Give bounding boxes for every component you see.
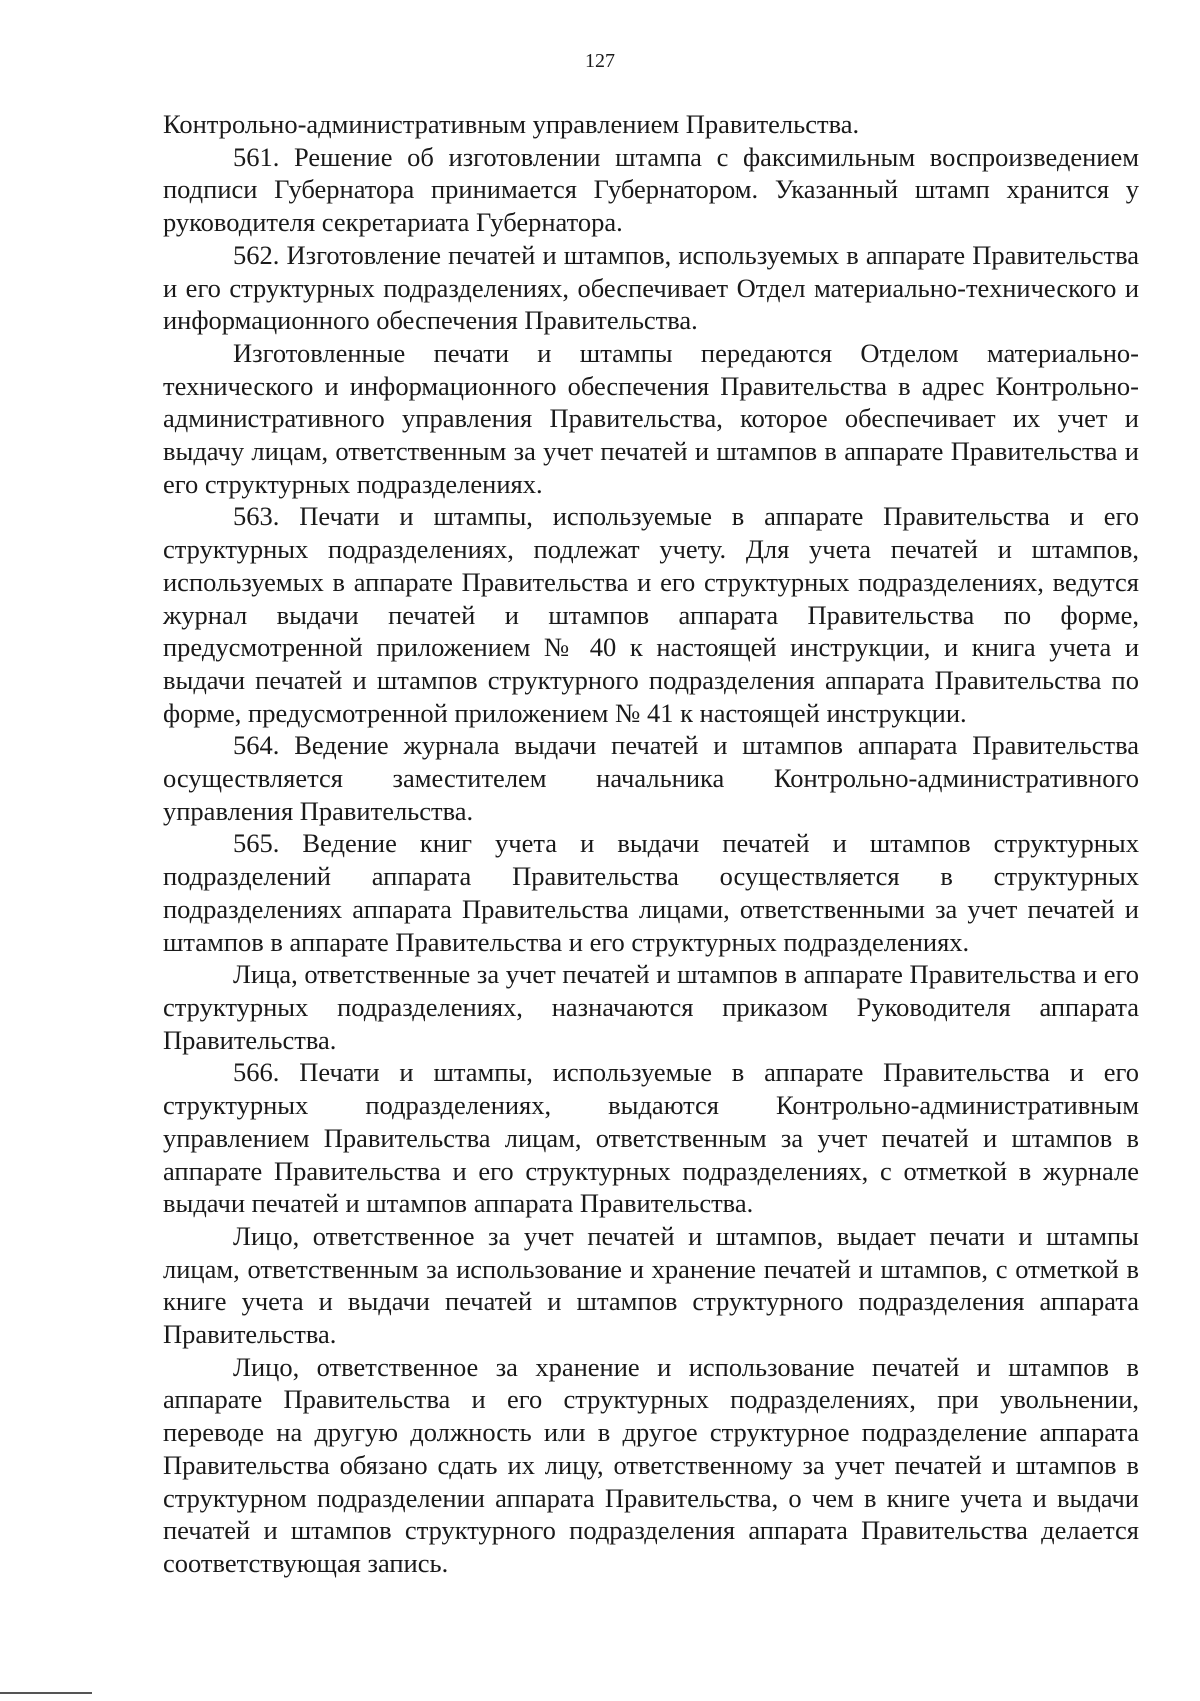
paragraph-566-return: Лицо, ответственное за хранение и использование печатей и штампов в аппарате Правительства и его структурных подразделениях, при увольнении, переводе на другую должность или в другое структурное подразделение аппарата Правительства обязано сдать их лицу, ответственному за учет печатей и штампов в структурном подразделении аппарата Правительства, о чем в книге учета и выдачи печатей и штампов структурного подразделения аппарата Правительства делается соответствующая запись. xyxy=(163,1351,1139,1578)
paragraph-564: 564. Ведение журнала выдачи печатей и штампов аппарата Правительства осуществляется заместителем начальника Контрольно-административного управления Правительства. xyxy=(163,730,1139,826)
footer-rule xyxy=(0,1692,92,1694)
page-number: 127 xyxy=(585,50,615,72)
paragraph-563: 563. Печати и штампы, используемые в аппарате Правительства и его структурных подразделениях, подлежат учету. Для учета печатей и штампов, используемых в аппарате Правительства и его структурных подразделениях, ведутся журнал выдачи печатей и штампов аппарата Правительства по форме, предусмотренной приложением № 40 к настоящей инструкции, и книга учета и выдачи печатей и штампов структурного подразделения аппарата Правительства по форме, предусмотренной приложением № 41 к настоящей инструкции. xyxy=(163,501,1139,728)
paragraph-continuation: Контрольно-административным управлением Правительства. xyxy=(163,109,860,139)
paragraph-565-appointment: Лица, ответственные за учет печатей и штампов в аппарате Правительства и его структурных подразделениях, назначаются приказом Руководителя аппарата Правительства. xyxy=(163,959,1139,1055)
paragraph-566: 566. Печати и штампы, используемые в аппарате Правительства и его структурных подразделениях, выдаются Контрольно-административным управлением Правительства лицам, ответственным за учет печатей и штампов в аппарате Правительства и его структурных подразделениях, с отметкой в журнале выдачи печатей и штампов аппарата Правительства. xyxy=(163,1057,1139,1219)
paragraph-566-issue: Лицо, ответственное за учет печатей и штампов, выдает печати и штампы лицам, ответственным за использование и хранение печатей и штампов, с отметкой в книге учета и выдачи печатей и штампов структурного подразделения аппарата Правительства. xyxy=(163,1220,1139,1350)
paragraph-562-transfer: Изготовленные печати и штампы передаются Отделом материально-технического и информационного обеспечения Правительства в адрес Контрольно-административного управления Правительства, которое обеспечивает их учет и выдачу лицам, ответственным за учет печатей и штампов в аппарате Правительства и его структурных подразделениях. xyxy=(163,337,1139,499)
document-body xyxy=(163,108,1139,1580)
paragraph-561: 561. Решение об изготовлении штампа с факсимильным воспроизведением подписи Губернатора принимается Губернатором. Указанный штамп хранится у руководителя секретариата Губернатора. xyxy=(163,141,1139,238)
paragraph-565: 565. Ведение книг учета и выдачи печатей и штампов структурных подразделений аппарата Правительства осуществляется в структурных подразделениях аппарата Правительства лицами, ответственными за учет печатей и штампов в аппарате Правительства и его структурных подразделениях. xyxy=(163,828,1139,957)
paragraph-562: 562. Изготовление печатей и штампов, используемых в аппарате Правительства и его структурных подразделениях, обеспечивает Отдел материально-технического и информационного обеспечения Правительства. xyxy=(163,239,1139,336)
